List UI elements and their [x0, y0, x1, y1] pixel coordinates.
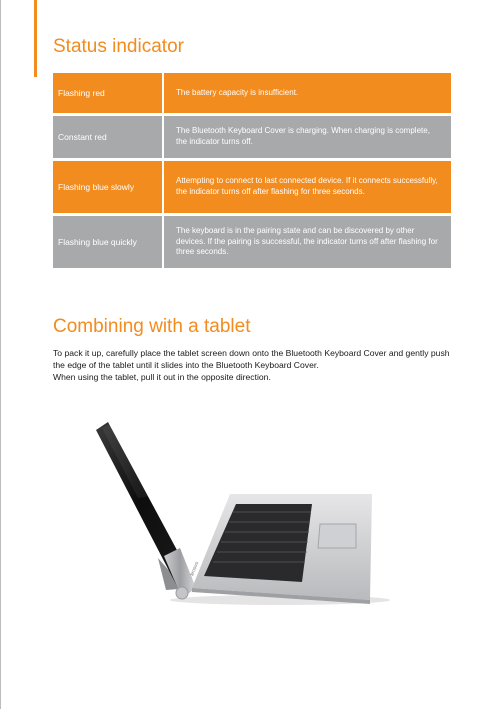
brand-logo: lenovo [189, 560, 201, 577]
combining-instructions [53, 347, 458, 383]
status-indicator-heading: Status indicator [53, 36, 184, 57]
status-description-cell: Attempting to connect to last connected device. If it connects successfully, the indicator turns off after flashing for three seconds. [164, 161, 451, 213]
status-description-cell: The keyboard is in the pairing state and can be discovered by other devices. If the pairing is successful, the indicator turns off after flashing for three seconds. [164, 216, 451, 268]
instruction-paragraph-unpack: When using the tablet, pull it out in the opposite direction. [53, 372, 271, 382]
status-description-cell: The battery capacity is insufficient. [164, 73, 451, 113]
status-row-flashing-blue-quickly [53, 216, 451, 268]
status-state-cell: Flashing red [53, 73, 164, 113]
status-description-cell: The Bluetooth Keyboard Cover is charging. When charging is complete, the indicator turns off. [164, 116, 451, 158]
tablet-with-keyboard-illustration [80, 408, 400, 608]
status-state-cell: Constant red [53, 116, 164, 158]
keyboard-key-area [204, 504, 312, 582]
status-row-flashing-blue-slowly [53, 161, 451, 213]
accent-margin-bar [34, 0, 37, 77]
status-indicator-table [53, 70, 451, 271]
status-row-constant-red [53, 116, 451, 158]
keyboard-touchpad [318, 524, 356, 548]
status-state-cell: Flashing blue quickly [53, 216, 164, 268]
status-state-cell: Flashing blue slowly [53, 161, 164, 213]
instruction-paragraph-pack: To pack it up, carefully place the tablet screen down onto the Bluetooth Keyboard Cover and gently push the edge of the tablet until it slides into the Bluetooth Keyboard Cover. [53, 348, 450, 370]
combining-heading: Combining with a tablet [53, 316, 251, 337]
status-row-flashing-red [53, 73, 451, 113]
tablet-hinge-end [176, 587, 188, 599]
